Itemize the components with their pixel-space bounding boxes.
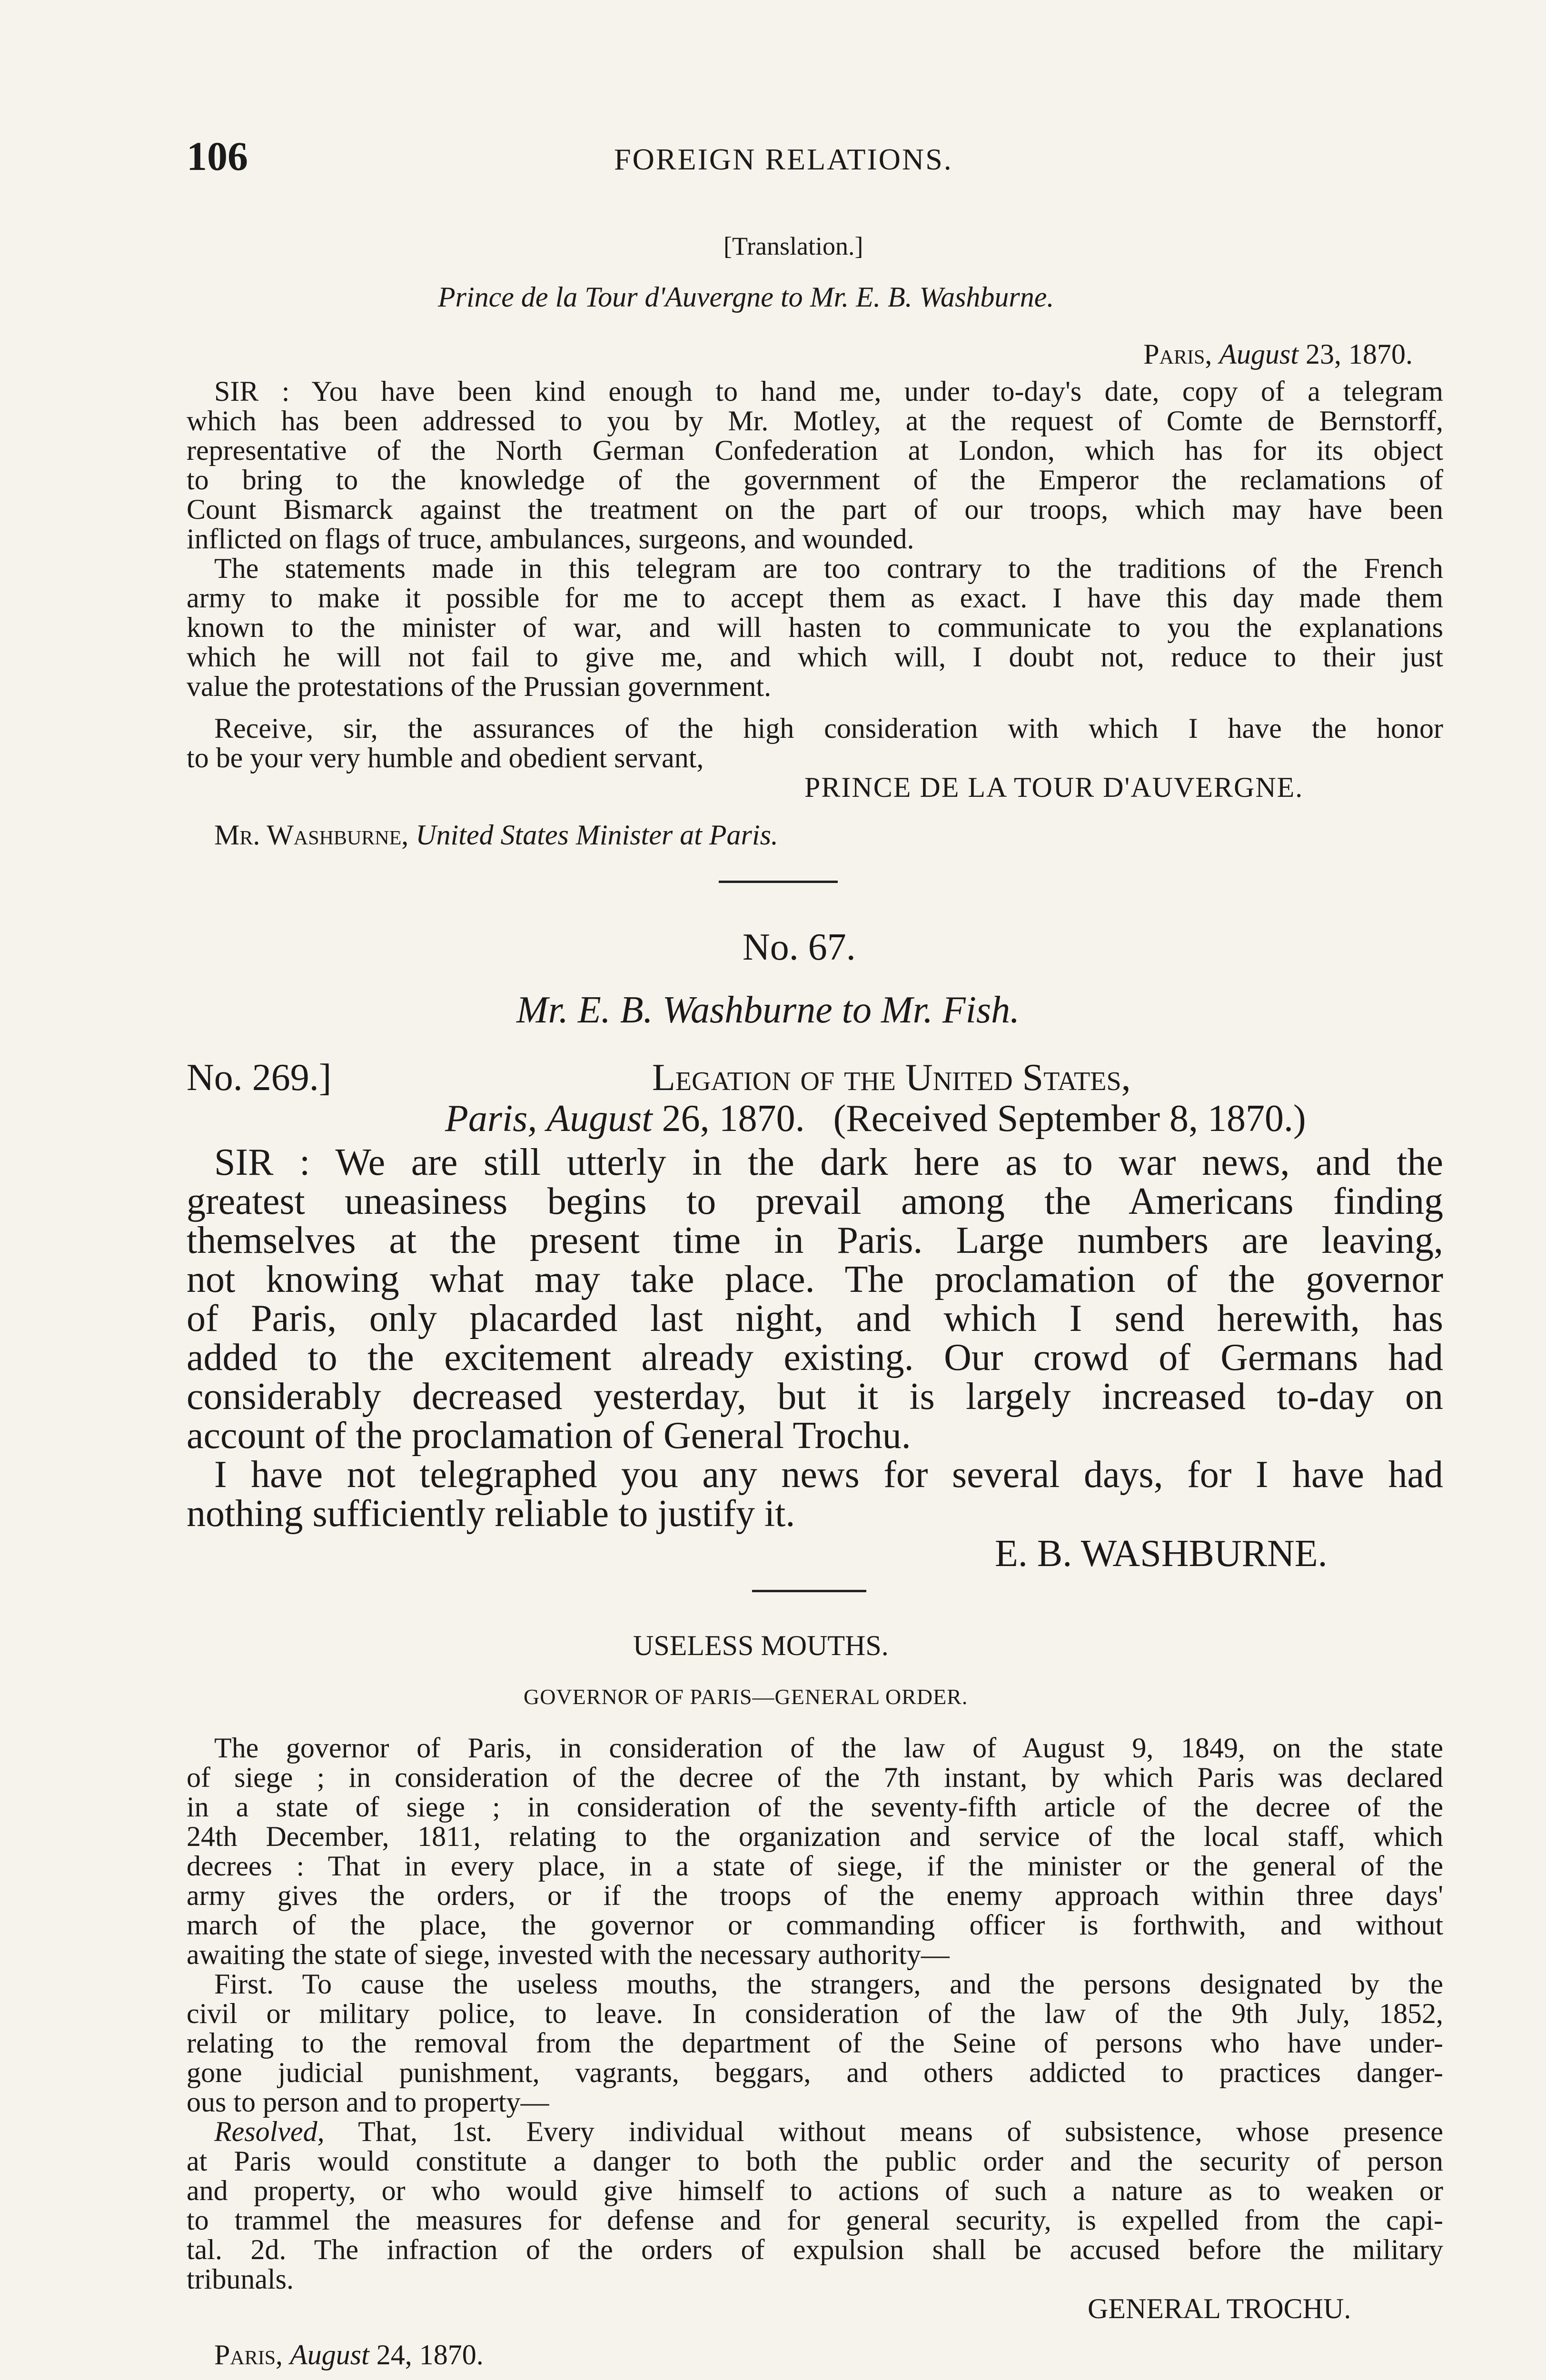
paragraph-line: SIR : You have been kind enough to hand me, under to-day's date, copy of a telegram bbox=[214, 376, 1443, 407]
paragraph-line: of siege ; in consideration of the decree of the 7th instant, by which Paris was declared bbox=[187, 1762, 1443, 1793]
dateline-rest: 26, 1870. bbox=[662, 1098, 805, 1140]
dateline-place: Paris, bbox=[1143, 338, 1212, 370]
dateline bbox=[214, 2340, 484, 2370]
paragraph-line: ous to person and to property— bbox=[187, 2086, 549, 2118]
paragraph-line: known to the minister of war, and will hasten to communicate to you the explanations bbox=[187, 612, 1443, 643]
dateline-date: August bbox=[546, 1098, 653, 1140]
paragraph-line: army to make it possible for me to accept them as exact. I have this day made them bbox=[187, 582, 1443, 614]
paragraph-line: Receive, sir, the assurances of the high consideration with which I have the honor bbox=[214, 713, 1443, 744]
paragraph-line: relating to the removal from the department of the Seine of persons who have under- bbox=[187, 2027, 1443, 2059]
dateline-date: August bbox=[290, 2339, 369, 2370]
paragraph-line: greatest uneasiness begins to prevail among the Americans finding bbox=[187, 1180, 1443, 1222]
paragraph-line: awaiting the state of siege, invested with the necessary authority— bbox=[187, 1939, 950, 1970]
translation-note: [Translation.] bbox=[723, 232, 863, 260]
paragraph-line: inflicted on flags of truce, ambulances, surgeons, and wounded. bbox=[187, 523, 914, 555]
paragraph-line: to be your very humble and obedient servant, bbox=[187, 742, 704, 774]
paragraph-line: themselves at the present time in Paris. Large numbers are leaving, bbox=[187, 1220, 1443, 1261]
dateline-rest: 24, 1870. bbox=[376, 2339, 484, 2370]
received-date: (Received September 8, 1870.) bbox=[833, 1098, 1306, 1140]
paragraph-line: account of the proclamation of General Trochu. bbox=[187, 1415, 911, 1457]
addressee-name: Mr. Washburne, bbox=[214, 819, 409, 851]
paragraph-line: in a state of siege ; in consideration of the seventy-fifth article of the decree of the bbox=[187, 1791, 1443, 1823]
paragraph-line: tal. 2d. The infraction of the orders of expulsion shall be accused before the military bbox=[187, 2234, 1443, 2265]
dateline-date: August bbox=[1219, 338, 1298, 370]
paragraph-line: Count Bismarck against the treatment on the part of our troops, which may have been bbox=[187, 494, 1443, 525]
section-divider bbox=[719, 881, 838, 883]
paragraph-line bbox=[214, 2116, 1443, 2147]
paragraph-line: not knowing what may take place. The proclamation of the governor bbox=[187, 1259, 1443, 1300]
resolved-lead: Resolved, bbox=[214, 2116, 325, 2147]
paragraph-line: The statements made in this telegram are too contrary to the traditions of the French bbox=[214, 553, 1443, 584]
paragraph-line: 24th December, 1811, relating to the organization and service of the local staff, which bbox=[187, 1821, 1443, 1852]
addressee-title: United States Minister at Paris. bbox=[416, 819, 778, 851]
paragraph-line: army gives the orders, or if the troops of the enemy approach within three days' bbox=[187, 1880, 1443, 1911]
paragraph-line: and property, or who would give himself to actions of such a nature as to weaken or bbox=[187, 2175, 1443, 2206]
letter-heading: Prince de la Tour d'Auvergne to Mr. E. B. Washburne. bbox=[438, 281, 1054, 313]
resolved-text: That, 1st. Every individual without means of subsistence, whose presence bbox=[324, 2116, 1443, 2147]
dispatch-number: No. 269.] bbox=[187, 1057, 332, 1099]
dateline-rest: 23, 1870. bbox=[1306, 338, 1413, 370]
paragraph-line: added to the excitement already existing. Our crowd of Germans had bbox=[187, 1337, 1443, 1378]
paragraph-line: to trammel the measures for defense and for general security, is expelled from the capi- bbox=[187, 2204, 1443, 2236]
paragraph-line: decrees : That in every place, in a state of siege, if the minister or the general of the bbox=[187, 1850, 1443, 1882]
paragraph-line: representative of the North German Confederation at London, which has for its object bbox=[187, 435, 1443, 466]
dateline-place: Paris, bbox=[214, 2339, 283, 2370]
paragraph-line: gone judicial punishment, vagrants, beggars, and others addicted to practices danger- bbox=[187, 2057, 1443, 2088]
page-number: 106 bbox=[187, 133, 248, 179]
paragraph-line: tribunals. bbox=[187, 2263, 294, 2295]
paragraph-line: SIR : We are still utterly in the dark here as to war news, and the bbox=[214, 1141, 1443, 1183]
document-number: No. 67. bbox=[743, 926, 856, 968]
paragraph-line: to bring to the knowledge of the government of the Emperor the reclamations of bbox=[187, 464, 1443, 496]
legation-line: Legation of the United States, bbox=[652, 1057, 1131, 1099]
dateline bbox=[445, 1099, 1306, 1139]
paragraph-line: value the protestations of the Prussian government. bbox=[187, 671, 772, 702]
paragraph-line: I have not telegraphed you any news for several days, for I have had bbox=[214, 1454, 1443, 1496]
dateline bbox=[1143, 339, 1413, 369]
order-subtitle: GOVERNOR OF PARIS—GENERAL ORDER. bbox=[524, 1685, 968, 1709]
running-title: FOREIGN RELATIONS. bbox=[614, 142, 953, 176]
section-divider bbox=[752, 1590, 866, 1592]
dateline-place: Paris, bbox=[445, 1098, 537, 1140]
paragraph-line: which has been addressed to you by Mr. Motley, at the request of Comte de Bernstorff, bbox=[187, 405, 1443, 436]
signature: GENERAL TROCHU. bbox=[1088, 2293, 1351, 2324]
signature: PRINCE DE LA TOUR D'AUVERGNE. bbox=[804, 772, 1304, 803]
paragraph-line: which he will not fail to give me, and which will, I doubt not, reduce to their just bbox=[187, 641, 1443, 673]
paragraph-line: considerably decreased yesterday, but it is largely increased to-day on bbox=[187, 1376, 1443, 1418]
paragraph-line: The governor of Paris, in consideration of the law of August 9, 1849, on the state bbox=[214, 1732, 1443, 1764]
order-title: USELESS MOUTHS. bbox=[633, 1630, 889, 1661]
paragraph-line: nothing sufficiently reliable to justify it. bbox=[187, 1493, 795, 1535]
paragraph-line: march of the place, the governor or commanding officer is forthwith, and without bbox=[187, 1909, 1443, 1941]
paragraph-line: civil or military police, to leave. In consideration of the law of the 9th July, 1852, bbox=[187, 1998, 1443, 2029]
letter-heading: Mr. E. B. Washburne to Mr. Fish. bbox=[516, 989, 1020, 1031]
paragraph-line: at Paris would constitute a danger to both the public order and the security of person bbox=[187, 2145, 1443, 2177]
signature: E. B. WASHBURNE. bbox=[995, 1533, 1328, 1575]
paragraph-line: of Paris, only placarded last night, and which I send herewith, has bbox=[187, 1298, 1443, 1339]
addressee bbox=[214, 820, 778, 850]
paragraph-line: First. To cause the useless mouths, the strangers, and the persons designated by the bbox=[214, 1968, 1443, 2000]
